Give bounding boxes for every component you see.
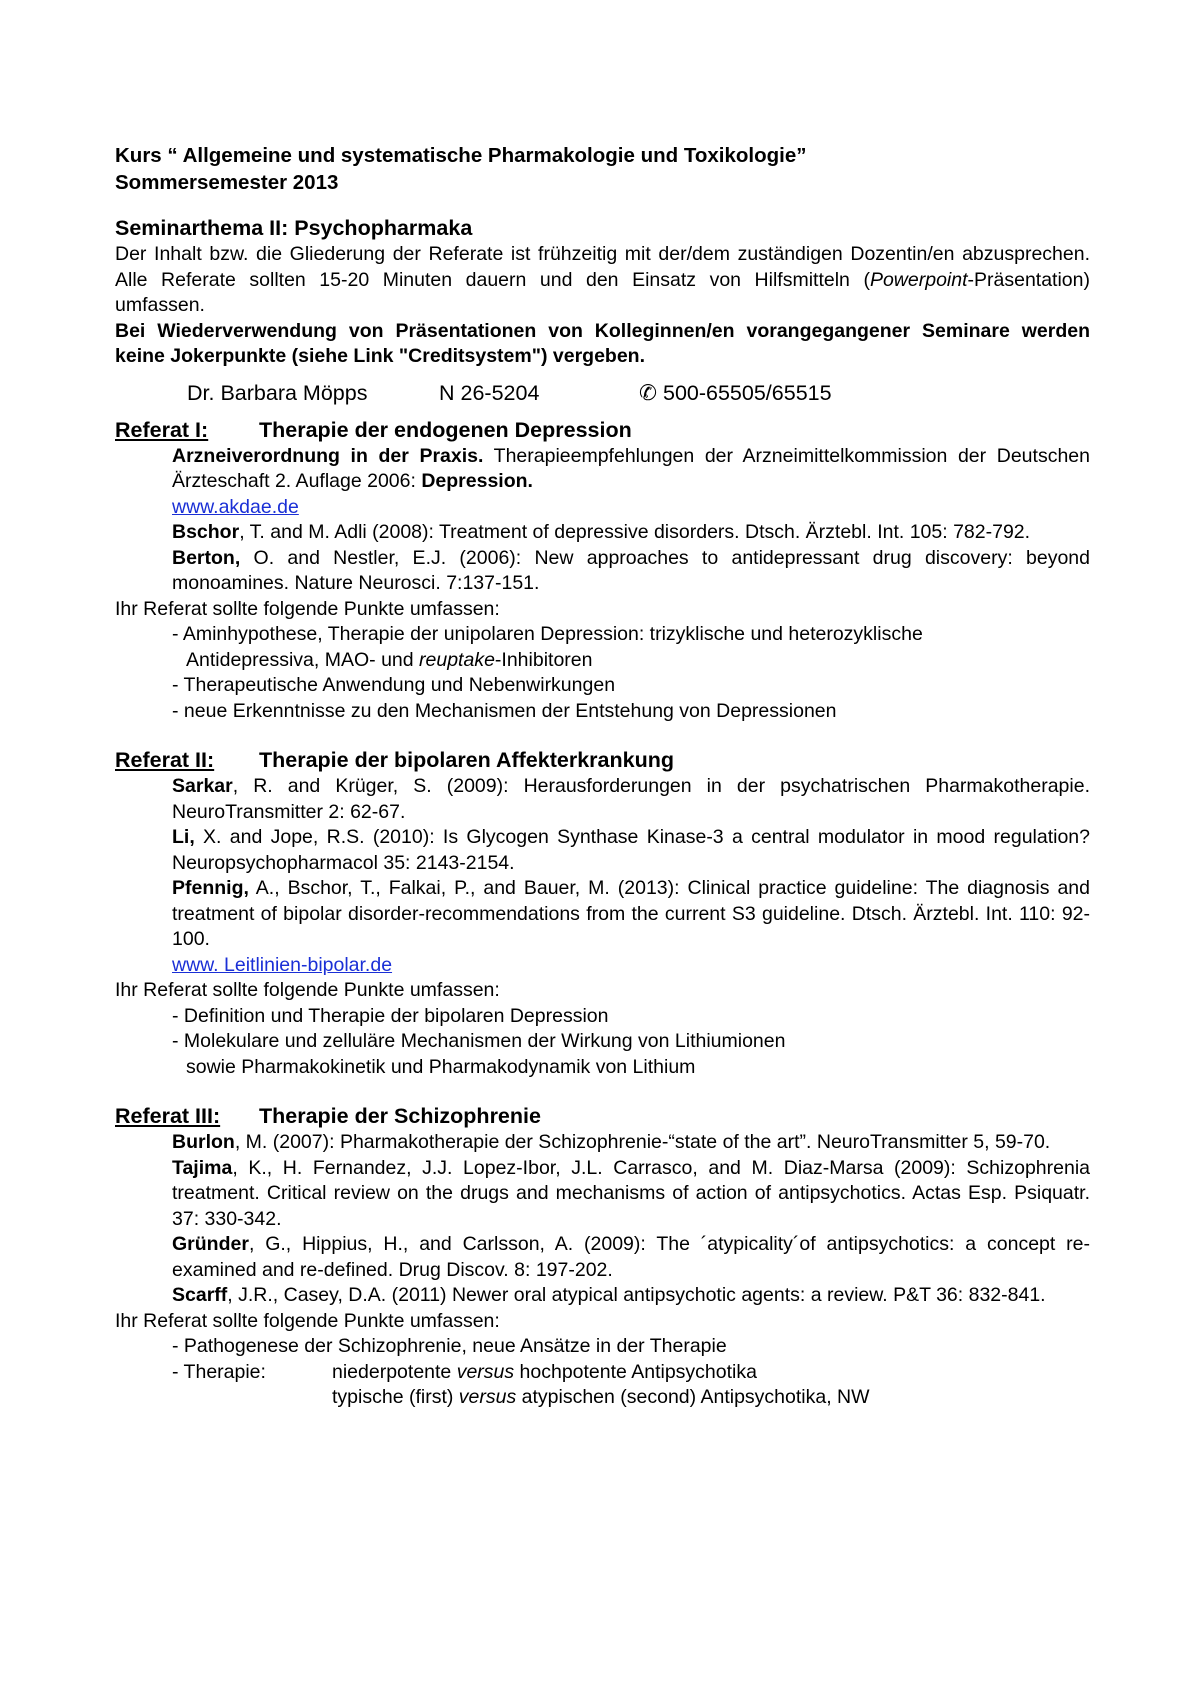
seminar-intro: Der Inhalt bzw. die Gliederung der Referate ist frühzeitig mit der/dem zuständigen Dozentin/en abzusprechen. Alle Referate sollten 15-20 Minuten dauern und den Einsatz von Hilfsmitteln (Powerpoint-Präsentation) umfassen. <box>115 243 1090 316</box>
list-item: - Definition und Therapie der bipolaren Depression <box>172 1004 609 1027</box>
course-title: Kurs “ Allgemeine und systematische Pharmakologie und Toxikologie” <box>115 144 807 167</box>
referat-1-title: Therapie der endogenen Depression <box>259 417 632 442</box>
referat-3-citations <box>172 1130 1090 1309</box>
referat-3-points <box>172 1334 1090 1411</box>
referat-3-title: Therapie der Schizophrenie <box>259 1104 541 1128</box>
list-item: - Pathogenese der Schizophrenie, neue Ansätze in der Therapie <box>172 1335 727 1357</box>
leitlinien-bipolar-link[interactable]: www. Leitlinien-bipolar.de <box>172 953 393 976</box>
citation: Scarff, J.R., Casey, D.A. (2011) Newer oral atypical antipsychotic agents: a review. P&T 36: 832-841. <box>172 1284 1046 1306</box>
list-item: - Therapeutische Anwendung und Nebenwirkungen <box>172 674 616 696</box>
points-intro: Ihr Referat sollte folgende Punkte umfassen: <box>115 979 500 1001</box>
referat-2-heading <box>115 747 1090 774</box>
citation: Pfennig, A., Bschor, T., Falkai, P., and Bauer, M. (2013): Clinical practice guideline: The diagnosis and treatment of bipolar disorder-recommendations from the current S3 guideline. Dtsch. Ärztebl. Int. 110: 92-100. <box>172 877 1090 950</box>
referat-2-citations <box>172 774 1090 978</box>
citation: Burlon, M. (2007): Pharmakotherapie der Schizophrenie-“state of the art”. NeuroTransmitter 5, 59-70. <box>172 1131 1051 1153</box>
list-item-continuation: typische (first) versus atypischen (second) Antipsychotika, NW <box>332 1386 870 1408</box>
contact-phone: ✆ 500-65505/65515 <box>639 380 832 405</box>
citation: Berton, O. and Nestler, E.J. (2006): New approaches to antidepressant drug discovery: beyond monoamines. Nature Neurosci. 7:137-151. <box>172 546 1090 594</box>
citation: Sarkar, R. and Krüger, S. (2009): Herausforderungen in der psychatrischen Pharmakotherapie. NeuroTransmitter 2: 62-67. <box>172 775 1090 823</box>
referat-3-label: Referat III: <box>115 1104 221 1128</box>
points-intro: Ihr Referat sollte folgende Punkte umfassen: <box>115 597 500 620</box>
referat-1-label: Referat I: <box>115 417 209 442</box>
citation: Li, X. and Jope, R.S. (2010): Is Glycogen Synthase Kinase-3 a central modulator in mood regulation? Neuropsychopharmacol 35: 2143-2154. <box>172 826 1090 874</box>
list-item-continuation: Antidepressiva, MAO- und reuptake-Inhibitoren <box>186 648 593 671</box>
contact-line <box>187 380 1090 407</box>
referat-1-citations <box>172 444 1090 597</box>
referat-1-points <box>172 622 1090 724</box>
contact-name: Dr. Barbara Möpps <box>187 380 368 405</box>
list-item: - Molekulare und zelluläre Mechanismen der Wirkung von Lithiumionen <box>172 1030 786 1052</box>
referat-2-label: Referat II: <box>115 748 215 772</box>
document-page <box>115 142 1090 1411</box>
akdae-link[interactable]: www.akdae.de <box>172 495 299 518</box>
list-item: - neue Erkenntnisse zu den Mechanismen der Entstehung von Depressionen <box>172 699 837 722</box>
referat-2-title: Therapie der bipolaren Affekterkrankung <box>259 748 674 772</box>
list-item-continuation: sowie Pharmakokinetik und Pharmakodynamik von Lithium <box>186 1055 696 1078</box>
referat-3-heading <box>115 1103 1090 1130</box>
citation: Arzneiverordnung in der Praxis. Therapieempfehlungen der Arzneimittelkommission der Deutschen Ärzteschaft 2. Auflage 2006: Depression. <box>172 444 1090 492</box>
citation: Bschor, T. and M. Adli (2008): Treatment of depressive disorders. Dtsch. Ärztebl. Int. 105: 782-792. <box>172 521 1031 543</box>
referat-1-heading <box>115 417 1090 444</box>
list-item: - Therapie: niederpotente versus hochpotente Antipsychotika <box>172 1360 757 1383</box>
contact-room: N 26-5204 <box>439 380 540 405</box>
referat-2-points <box>172 1004 1090 1081</box>
semester: Sommersemester 2013 <box>115 171 339 194</box>
seminar-title: Seminarthema II: Psychopharmaka <box>115 216 473 240</box>
points-intro: Ihr Referat sollte folgende Punkte umfassen: <box>115 1309 500 1332</box>
citation: Tajima, K., H. Fernandez, J.J. Lopez-Ibor, J.L. Carrasco, and M. Diaz-Marsa (2009): Schizophrenia treatment. Critical review on the drugs and mechanisms of action of antipsychotics. Actas Esp. Psiquatr. 37: 330-342. <box>172 1156 1090 1230</box>
seminar-warning: Bei Wiederverwendung von Präsentationen von Kolleginnen/en vorangegangener Seminare werden keine Jokerpunkte (siehe Link "Creditsystem") vergeben. <box>115 319 1090 367</box>
citation: Gründer, G., Hippius, H., and Carlsson, A. (2009): The ´atypicality´of antipsychotics: a concept re-examined and re-defined. Drug Discov. 8: 197-202. <box>172 1233 1090 1281</box>
list-item: - Aminhypothese, Therapie der unipolaren Depression: trizyklische und heterozyklische <box>172 623 923 645</box>
